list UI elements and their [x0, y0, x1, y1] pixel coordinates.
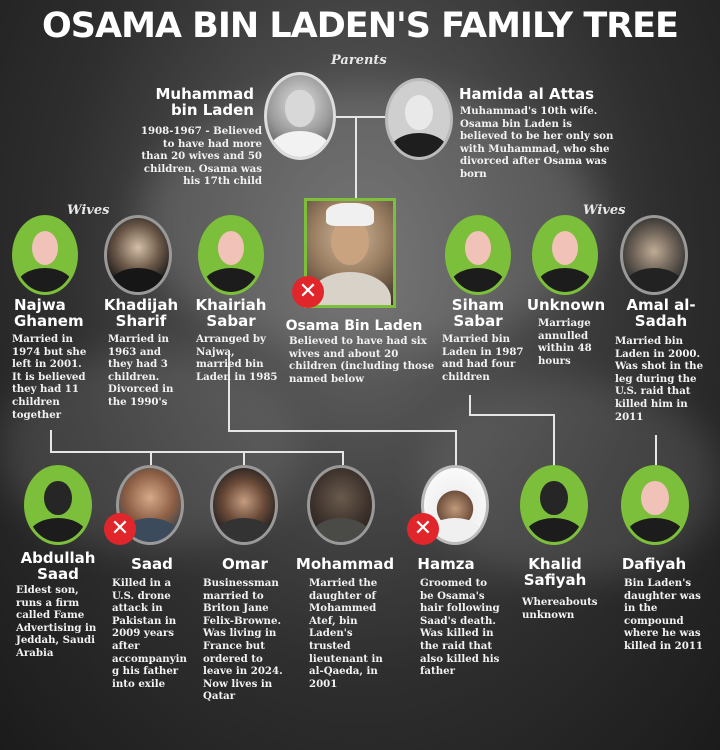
khadijah-sharif-portrait [104, 215, 172, 295]
wife-name-khadijah: Khadijah Sharif [103, 296, 179, 330]
wife-name-siham: Siham Sabar [451, 296, 505, 330]
head-silhouette [540, 481, 567, 515]
osama-desc: Believed to have had six wives and about 20 children (including those named below [289, 335, 435, 385]
amal-to-dafiyah-line [655, 435, 657, 465]
khalid-safiyah-portrait [520, 465, 588, 545]
child-desc-saad: Killed in a U.S. drone attack in Pakistan in 2009 years after accompanyin g his father into exile [112, 577, 187, 690]
wife-desc-najwa: Married in 1974 but she left in 2001. It is believed they had 11 children together [12, 333, 87, 421]
parent-name-muhammad: Muhammad bin Laden [155, 85, 254, 119]
siham-to-khalid-line [553, 414, 555, 468]
parent-desc-muhammad: 1908-1967 - Believed to have had more than 20 wives and 50 children. Osama was his 17th child [140, 125, 262, 188]
body-silhouette [449, 268, 507, 295]
body-silhouette [524, 518, 584, 545]
turban-shape [326, 203, 374, 226]
child-desc-abdullah: Eldest son, runs a firm called Fame Advertising in Jeddah, Saudi Arabia [16, 584, 97, 659]
wife-desc-siham: Married bin Laden in 1987 and had four children [442, 333, 524, 383]
child-desc-omar: Businessman married to Briton Jane Felix-Browne. Was living in France but ordered to leave in 2024. Now lives in Qatar [203, 577, 283, 703]
page-title: OSAMA BIN LADEN'S FAMILY TREE [42, 6, 678, 46]
child-tick [243, 451, 245, 465]
child-name-abdullah: Abdullah Saad [20, 549, 96, 583]
body-silhouette [389, 133, 449, 160]
siham-drop-line [469, 395, 471, 415]
child-name-saad: Saad [131, 555, 173, 573]
parents-to-osama-line [355, 116, 357, 198]
wife-name-amal: Amal al-Sadah [626, 296, 696, 330]
head-silhouette [641, 481, 668, 515]
deceased-marker-osama: ✕ [292, 276, 324, 308]
muhammad-bin-laden-portrait [264, 72, 336, 160]
wife-desc-unknown: Marriage annulled within 48 hours [538, 317, 592, 367]
head-silhouette [44, 481, 71, 515]
child-name-omar: Omar [222, 555, 268, 573]
wife-desc-amal: Married bin Laden in 2000. Was shot in the leg during the U.S. raid that killed him in 2011 [615, 335, 704, 423]
omar-portrait [210, 465, 278, 545]
body-silhouette [625, 518, 685, 545]
osama-name: Osama Bin Laden [285, 318, 423, 334]
child-name-mohammad: Mohammad [295, 555, 395, 573]
siham-children-bar [469, 414, 554, 416]
khairiah-to-hamza-line [455, 430, 457, 470]
abdullah-saad-portrait [24, 465, 92, 545]
child-desc-dafiyah: Bin Laden's daughter was in the compound where he was killed in 2011 [624, 577, 703, 652]
najwa-ghanem-portrait [12, 215, 78, 295]
mohammad-portrait [307, 465, 375, 545]
head-silhouette [465, 231, 491, 265]
wife-desc-khairiah: Arranged by Najwa, married bin Laden in 1985 [196, 333, 278, 383]
hamida-al-attas-portrait [385, 78, 453, 160]
siham-sabar-portrait [445, 215, 511, 295]
parent-desc-hamida: Muhammad's 10th wife. Osama bin Laden is believed to be her only son with Muhammad, who she divorced after Osama was born [460, 105, 614, 180]
child-desc-khalid: Whereabouts unknown [522, 596, 598, 621]
body-shape [268, 131, 331, 160]
najwa-drop-line [50, 430, 52, 452]
body-shape [624, 268, 684, 295]
wives-label-left: Wives [67, 203, 110, 218]
wife-name-khairiah: Khairiah Sabar [195, 296, 267, 330]
unknown-wife-portrait [532, 215, 598, 295]
khairiah-sabar-portrait [198, 215, 264, 295]
body-shape [311, 518, 371, 545]
wife-name-najwa: Najwa Ghanem [14, 296, 84, 330]
body-silhouette [16, 268, 74, 295]
head-silhouette [405, 95, 432, 130]
child-desc-hamza: Groomed to be Osama's hair following Saad's death. Was killed in the raid that also killed his father [420, 577, 500, 678]
body-silhouette [536, 268, 594, 295]
wife-desc-khadijah: Married in 1963 and they had 3 children. Divorced in the 1990's [108, 333, 174, 408]
amal-al-sadah-portrait [620, 215, 688, 295]
body-silhouette [28, 518, 88, 545]
body-silhouette [202, 268, 260, 295]
child-tick [150, 451, 152, 465]
head-silhouette [218, 231, 244, 265]
najwa-children-bar [50, 451, 344, 453]
wife-name-unknown: Unknown [526, 296, 606, 314]
wives-label-right: Wives [583, 203, 626, 218]
body-shape [108, 268, 168, 295]
dafiyah-portrait [621, 465, 689, 545]
child-tick [342, 451, 344, 465]
parents-label: Parents [331, 53, 387, 68]
child-name-hamza: Hamza [417, 555, 475, 573]
body-shape [214, 518, 274, 545]
head-silhouette [32, 231, 58, 265]
khairiah-bar-line [228, 430, 456, 432]
parent-name-hamida: Hamida al Attas [459, 85, 595, 103]
deceased-marker-hamza: ✕ [407, 513, 439, 545]
child-name-khalid: Khalid Safiyah [523, 555, 587, 589]
face-shape [285, 90, 314, 128]
head-silhouette [552, 231, 578, 265]
deceased-marker-saad: ✕ [104, 513, 136, 545]
child-desc-mohammad: Married the daughter of Mohammed Atef, bin Laden's trusted lieutenant in al-Qaeda, in 2001 [309, 577, 383, 690]
child-name-dafiyah: Dafiyah [621, 555, 687, 573]
